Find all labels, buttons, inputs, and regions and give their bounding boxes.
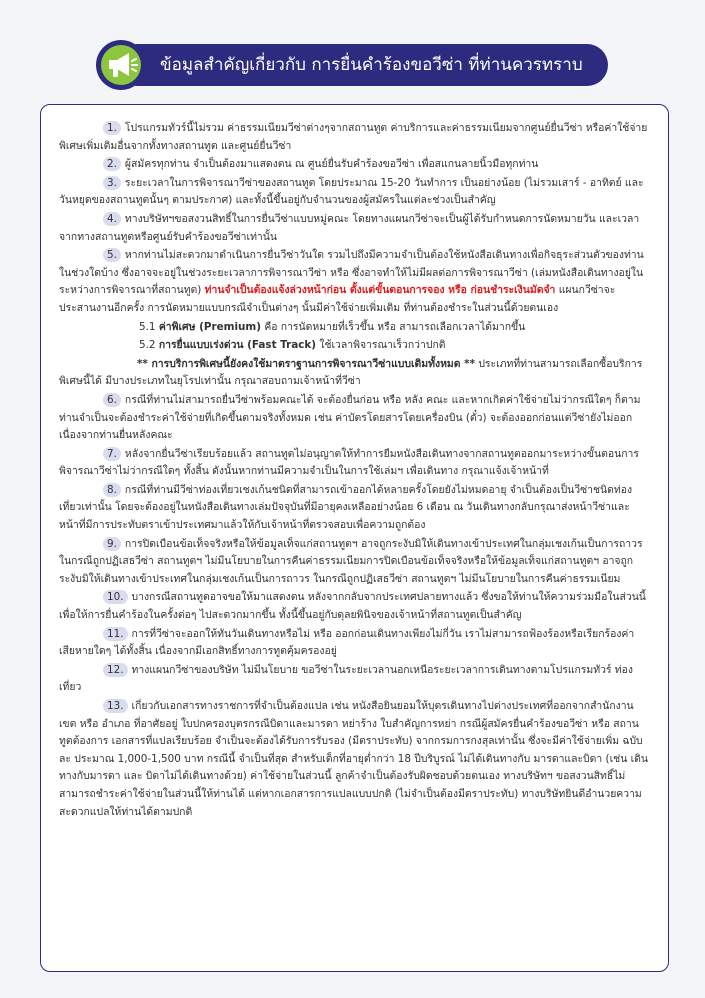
item-text: โปรแกรมทัวร์นี้ไม่รวม ค่าธรรมเนียมวีซ่าต่างๆจากสถานทูต ค่าบริการและค่าธรรมเนียมจากศูนย์ยื่นวีซ่า หรือค่าใช้จ่ายพิเศษเพิ่มเติมอื่นจากทั้งทางสถานทูต และศูนย์ยื่นวีซ่า	[59, 122, 648, 152]
item-number: 9.	[103, 537, 121, 551]
item-text: กรณีที่ท่านมีวีซ่าท่องเที่ยวเชงเก้นชนิดที่สามารถเข้าออกได้หลายครั้งโดยยังไม่หมดอายุ จำเป็นต้องเป็นวีซ่าชนิดท่องเที่ยวเท่านั้น โดยจะต้องอยู่ในหนังสือเดินทางเล่มปัจจุบันที่มีอายุคงเหลืออย่างน้อย 6 เดือน ณ วันเดินทางกลับกรุณาส่งหน้าวีซ่าและหน้าที่มีการประทับตราเข้าประเทศมาแล้วให้กับเจ้าหน้าที่ตรวจสอบเพื่อความถูกต้อง	[59, 483, 633, 532]
list-item	[59, 536, 650, 589]
list-item	[59, 446, 650, 481]
item-number: 6.	[103, 393, 121, 407]
item-text: บางกรณีสถานทูตอาจขอให้มาแสดงตน หลังจากกลับจากประเทศปลายทางแล้ว ซึ่งขอให้ท่านให้ความร่วมมือในส่วนนี้เพื่อให้การยื่นคำร้องในครั้งต่อๆ ไปสะดวกมากขึ้น ทั้งนี้ขึ้นอยู่กับดุลยพินิจของเจ้าหน้าที่สถานทูตเป็นสำคัญ	[59, 591, 646, 622]
item-text: ระยะเวลาในการพิจารณาวีซ่าของสถานทูต โดยประมาณ 15-20 วันทำการ เป็นอย่างน้อย (ไม่รวมเสาร์ - อาทิตย์ และวันหยุดของสถานทูตนั้นๆ ตามประกาศ) และทั้งนี้ขึ้นอยู่กับจำนวนของผู้สมัครในแต่ละช่วงเป็นสำคัญ	[59, 176, 644, 207]
list-item	[59, 589, 650, 624]
item-text: เกี่ยวกับเอกสารทางราชการที่จำเป็นต้องแปล เช่น หนังสือยินยอมให้บุตรเดินทางไปต่างประเทศที่ออกจากสำนักงานเขต หรือ อำเภอ ที่อาศัยอยู่ ใบปกครองบุตรกรณีบิดาและมารดา หย่าร้าง ใบสำคัญการหย่า กรณีผู้สมัครยื่นคำร้องขอวีซ่า หรือ สถานทูตต้องการ เอกสารที่แปลเรียบร้อย จำเป็นจะต้องได้รับการรับรอง (มีตราประทับ) จากกรมการกงสุลเท่านั้น ซึ่งจะมีค่าใช้จ่ายเพิ่ม ฉบับละ ประมาณ 1,000-1,500 บาท กรณีนี้ จำเป็นที่สุด สำหรับเด็กที่อายุต่ำกว่า 18 ปีบริบูรณ์ ไม่ได้เดินทางกับ มารดาและบิดา (เช่น เดินทางกับมารดา และ บิดาไม่ได้เดินทางด้วย) ค่าใช้จ่ายในส่วนนี้ ลูกค้าจำเป็นต้องรับผิดชอบด้วยตนเอง ทางบริษัทฯ ขอสงวนสิทธิ์ไม่สามารถชำระค่าใช้จ่ายในส่วนนี้ให้ท่านได้ แต่หากเอกสารการแปลแบบปกติ (ไม่จำเป็นต้องมีตราประทับ) ทางบริษัทยินดีอำนวยความสะดวกแปลให้ท่านได้ตามปกติ	[59, 700, 648, 818]
item-text: ผู้สมัครทุกท่าน จำเป็นต้องมาแสดงตน ณ ศูนย์ยื่นรับคำร้องขอวีซ่า เพื่อสแกนลายนิ้วมือทุกท่าน	[124, 158, 539, 171]
item-text: การปิดเบือนข้อเท็จจริงหรือให้ข้อมูลเท็จแก่สถานทูตฯ อาจถูกระงับมิให้เดินทางเข้าประเทศในกลุ่มเชงเก้นเป็นการถาวร ในกรณีถูกปฏิเสธวีซ่า สถานทูตฯ ไม่มีนโยบายในการคืนค่าธรรมเนียมการปิดเบือนข้อเท็จจริงหรือให้ข้อมูลเท็จแก่สถานทูตฯ อาจถูกระงับมิให้เดินทางเข้าประเทศในกลุ่มเชงเก้นเป็นการถาวร ในกรณีถูกปฏิเสธวีซ่า สถานทูตฯ ไม่มีนโยบายในการคืนค่าธรรมเนียม	[59, 537, 643, 585]
list-item	[59, 626, 650, 661]
item-text: ทางบริษัทฯขอสงวนสิทธิ์ในการยื่นวีซ่าแบบหมู่คณะ โดยทางแผนกวีซ่าจะเป็นผู้ได้รับกำหนดการนัดหมายวัน และเวลาจากทางสถานทูตหรือศูนย์รับคำร้องขอวีซ่าเท่านั้น	[59, 212, 640, 243]
item-text: ทางแผนกวีซ่าของบริษัท ไม่มีนโยบาย ขอวีซ่าในระยะเวลานอกเหนือระยะเวลาการเดินทางตามโปรแกรมทัวร์ ท่องเที่ยว	[59, 663, 633, 694]
info-card	[40, 104, 669, 972]
header-badge	[96, 40, 146, 90]
item-number: 4.	[103, 212, 121, 226]
sub-number: 5.1	[139, 320, 156, 333]
item-text: หลังจากยื่นวีซ่าเรียบร้อยแล้ว สถานทูตไม่อนุญาตให้ทำการยืมหนังสือเดินทางจากสถานทูตออกมาระหว่างขั้นตอนการพิจารณาวีซ่าไม่ว่ากรณีใดๆ ทั้งสิ้น ดังนั้นหากท่านมีความจำเป็นในการใช้เล่มฯ เพื่อเดินทาง กรุณาแจ้งเจ้าหน้าที่	[59, 447, 639, 478]
megaphone-icon	[104, 49, 138, 81]
list-item	[59, 662, 650, 697]
item-number: 7.	[103, 447, 121, 461]
item-number: 2.	[103, 157, 121, 171]
list-item	[59, 482, 650, 535]
list-item	[59, 211, 650, 246]
item-text: กรณีที่ท่านไม่สามารถยื่นวีซ่าพร้อมคณะได้ จะต้องยื่นก่อน หรือ หลัง คณะ และหากเกิดค่าใช้จ่ายไม่ว่ากรณีใดๆ ก็ตาม ท่านจำเป็นจะต้องชำระค่าใช้จ่ายที่เกิดขึ้นตามจริงทั้งหมด เช่น ค่าบัตรโดยสารโดยเครื่องบิน (ตั๋ว) จะต้องออกก่อนแต่วีซ่ายังไม่ออก เนื่องจากท่านยื่นหลังคณะ	[59, 393, 641, 442]
item-number: 12.	[103, 663, 128, 677]
header	[96, 38, 608, 92]
sub-text: ใช้เวลาพิจารณาเร็วกว่าปกติ	[319, 339, 446, 352]
sub-text: คือ การนัดหมายที่เร็วขึ้น หรือ สามารถเลือกเวลาได้มากขึ้น	[264, 320, 526, 333]
list-item	[59, 247, 650, 317]
list-item	[59, 392, 650, 445]
page-title: ข้อมูลสำคัญเกี่ยวกับ การยื่นคำร้องขอวีซ่า ที่ท่านควรทราบ	[160, 55, 583, 75]
item-text: แผนกวีซ่าจะประสานงานอีกครั้ง การนัดหมายแบบกรณีจำเป็นต่างๆ นั้นมีค่าใช้จ่ายเพิ่มเติม ที่ท่านต้องชำระในส่วนนี้ด้วยตนเอง	[59, 284, 616, 314]
content	[59, 120, 650, 822]
sub-label: ค่าพิเศษ (Premium)	[158, 320, 261, 333]
warning-text: ท่านจำเป็นต้องแจ้งล่วงหน้าก่อน ตั้งแต่ขั้นตอนการจอง หรือ ก่อนชำระเงินมัดจำ	[204, 284, 556, 297]
sub-item	[59, 337, 650, 355]
header-bar	[116, 44, 608, 86]
list-item	[59, 175, 650, 210]
list-item	[59, 156, 650, 174]
service-note	[59, 356, 650, 391]
item-text: การที่วีซ่าจะออกให้ทันวันเดินทางหรือไม่ หรือ ออกก่อนเดินทางเพียงไม่กี่วัน เราไม่สามารถฟ้องร้องหรือเรียกร้องค่าเสียหายใดๆ ได้ทั้งสิ้น เนื่องจากมีเอกสิทธิ์ทางการทูตคุ้มครองอยู่	[59, 627, 635, 658]
list-item	[59, 120, 650, 155]
item-number: 11.	[103, 627, 128, 641]
item-text: หากท่านไม่สะดวกมาดำเนินการยื่นวีซ่าวันใด รวมไปถึงมีความจำเป็นต้องใช้หนังสือเดินทางเพื่อกิจธุระส่วนตัวของท่านในช่วงใดบ้าง ซึ่งอาจจะอยู่ในช่วงระยะเวลาการพิจารณาวีซ่า หรือ ซึ่งอาจทำให้ไม่มีผลต่อการพิจารณาวีซ่า (เล่มหนังสือเดินทางอยู่ในระหว่างการพิจารณาที่สถานทูต)	[59, 249, 644, 297]
item-number: 3.	[103, 176, 121, 190]
item-number: 1.	[103, 121, 121, 135]
item-number: 8.	[103, 483, 121, 497]
sub-number: 5.2	[139, 339, 156, 352]
list-item	[59, 698, 650, 821]
note-bold: ** การบริการพิเศษนี้ยังคงใช้มาตราฐานการพิจารณาวีซ่าแบบเดิมทั้งหมด **	[137, 357, 475, 370]
note-text: ประเภทที่ท่านสามารถเลือกซื้อบริการพิเศษนี้ได้ มีบางประเภทในยุโรปเท่านั้น กรุณาสอบถามเจ้าหน้าที่วีซ่า	[59, 357, 643, 388]
item-number: 13.	[103, 699, 128, 713]
item-number: 10.	[103, 590, 128, 604]
sub-item	[59, 319, 650, 337]
sub-label: การยื่นแบบเร่งด่วน (Fast Track)	[158, 339, 317, 352]
item-number: 5.	[103, 248, 121, 262]
